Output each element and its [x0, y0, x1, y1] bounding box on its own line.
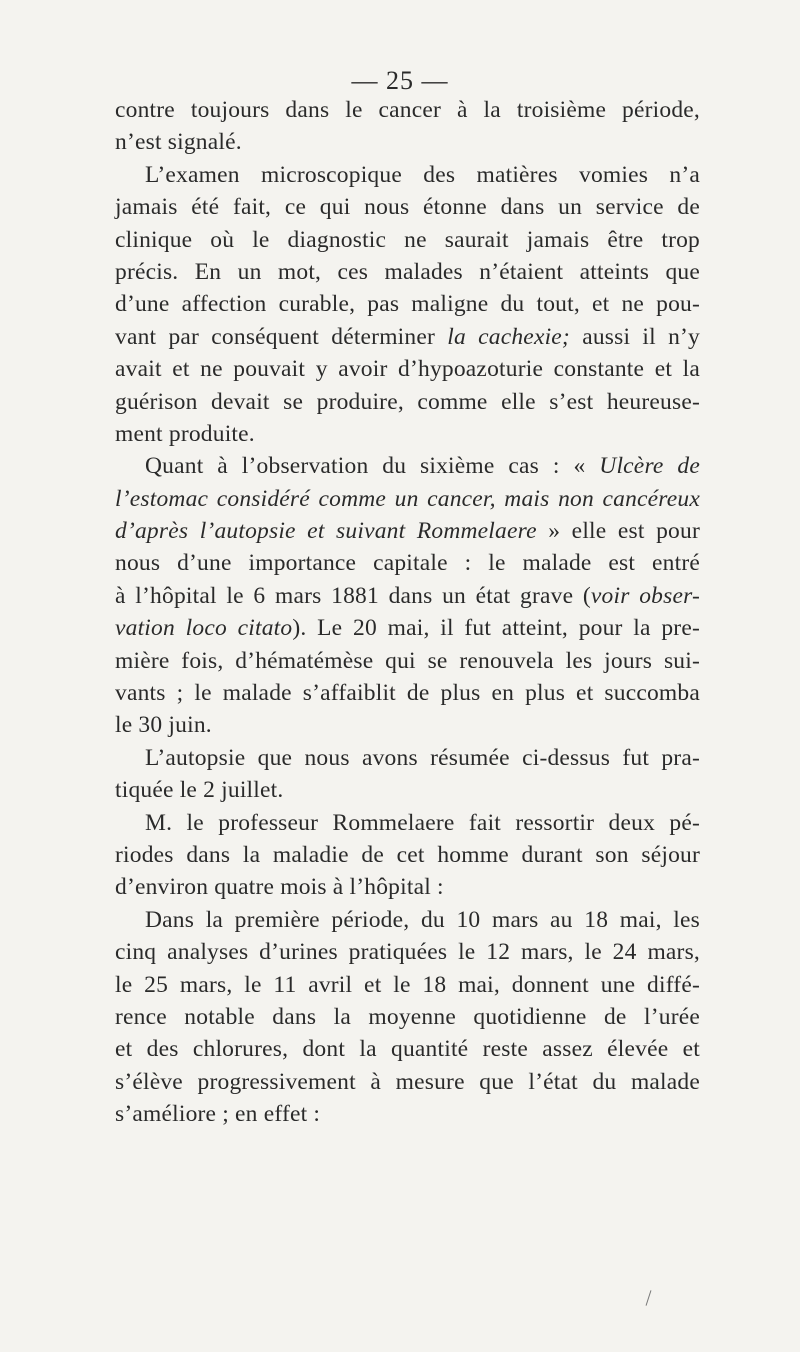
text-line — [115, 709, 700, 741]
italic-text: vation loco citato — [115, 615, 293, 642]
text-line — [115, 256, 700, 288]
text-run: s’élève progressivement à mesure que l’état du malade — [115, 1068, 700, 1095]
text-run: clinique où le diagnostic ne saurait jamais être trop — [115, 226, 700, 253]
text-line — [115, 159, 700, 191]
text-run: s’améliore ; en effet : — [115, 1101, 321, 1128]
text-line — [115, 677, 700, 709]
text-run: mière fois, d’hématémèse qui se renouvela les jours sui- — [115, 647, 700, 674]
text-line — [115, 515, 700, 547]
text-line — [115, 742, 700, 774]
page-number: — 25 — — [351, 66, 449, 95]
text-run: » elle est pour — [536, 518, 700, 545]
text-line — [115, 580, 700, 612]
text-run: ment produite. — [115, 420, 255, 447]
text-line — [115, 774, 700, 806]
text-line — [115, 547, 700, 579]
text-run: Dans la première période, du 10 mars au 18 mai, les — [145, 906, 700, 933]
italic-text: d’après l’autopsie et suivant Rommelaere — [115, 518, 537, 545]
text-line — [115, 450, 700, 482]
text-run: et des chlorures, dont la quantité reste assez élevée et — [115, 1036, 700, 1063]
text-run: avait et ne pouvait y avoir d’hypoazoturie constante et la — [115, 356, 700, 383]
italic-text: voir obser- — [590, 582, 700, 609]
text-line — [115, 1033, 700, 1065]
body-text — [115, 94, 700, 1131]
text-line — [115, 94, 700, 126]
text-run: M. le professeur Rommelaere fait ressortir deux pé- — [145, 809, 700, 836]
text-line — [115, 224, 700, 256]
text-run: vant par conséquent déterminer — [115, 323, 448, 350]
text-line — [115, 936, 700, 968]
text-line — [115, 1098, 700, 1130]
text-line — [115, 1066, 700, 1098]
text-run: rence notable dans la moyenne quotidienne de l’urée — [115, 1003, 700, 1030]
text-line — [115, 191, 700, 223]
text-run: aussi il n’y — [569, 323, 701, 350]
text-line — [115, 871, 700, 903]
text-run: tiquée le 2 juillet. — [115, 777, 284, 804]
text-line — [115, 288, 700, 320]
text-run: d’une affection curable, pas maligne du tout, et ne pou- — [115, 291, 700, 318]
text-run: n’est signalé. — [115, 129, 242, 156]
text-run: nous d’une importance capitale : le malade est entré — [115, 550, 700, 577]
text-run: L’autopsie que nous avons résumée ci-dessus fut pra- — [145, 744, 700, 771]
text-run: à l’hôpital le 6 mars 1881 dans un état grave ( — [115, 582, 591, 609]
text-run: vants ; le malade s’affaiblit de plus en plus et succomba — [115, 680, 700, 707]
text-line — [115, 612, 700, 644]
text-run: L’examen microscopique des matières vomies n’a — [145, 161, 700, 188]
text-run: jamais été fait, ce qui nous étonne dans un service de — [115, 194, 700, 221]
text-run: le 25 mars, le 11 avril et le 18 mai, donnent une diffé- — [115, 971, 700, 998]
text-run: guérison devait se produire, comme elle s’est heureuse- — [115, 388, 700, 415]
ink-mark — [646, 1290, 652, 1306]
text-line — [115, 418, 700, 450]
text-line — [115, 969, 700, 1001]
text-run: contre toujours dans le cancer à la troisième période, — [115, 97, 700, 123]
text-line — [115, 353, 700, 385]
text-run: riodes dans la maladie de cet homme durant son séjour — [115, 841, 700, 868]
italic-text: l’estomac considéré comme un cancer, mais non cancéreux — [115, 485, 700, 512]
text-line — [115, 321, 700, 353]
text-line — [115, 1001, 700, 1033]
text-line — [115, 904, 700, 936]
text-run: précis. En un mot, ces malades n’étaient atteints que — [115, 258, 700, 285]
text-run: ). Le 20 mai, il fut atteint, pour la pre- — [292, 615, 700, 642]
text-line — [115, 645, 700, 677]
text-run: Quant à l’observation du sixième cas : « — [145, 453, 600, 480]
text-line — [115, 386, 700, 418]
text-run: cinq analyses d’urines pratiquées le 12 mars, le 24 mars, — [115, 939, 700, 966]
text-line — [115, 807, 700, 839]
text-run: d’environ quatre mois à l’hôpital : — [115, 874, 444, 901]
text-line — [115, 483, 700, 515]
text-run: le 30 juin. — [115, 712, 212, 739]
text-line — [115, 839, 700, 871]
italic-text: la cachexie; — [447, 323, 570, 350]
italic-text: Ulcère de — [599, 453, 700, 480]
text-line — [115, 126, 700, 158]
